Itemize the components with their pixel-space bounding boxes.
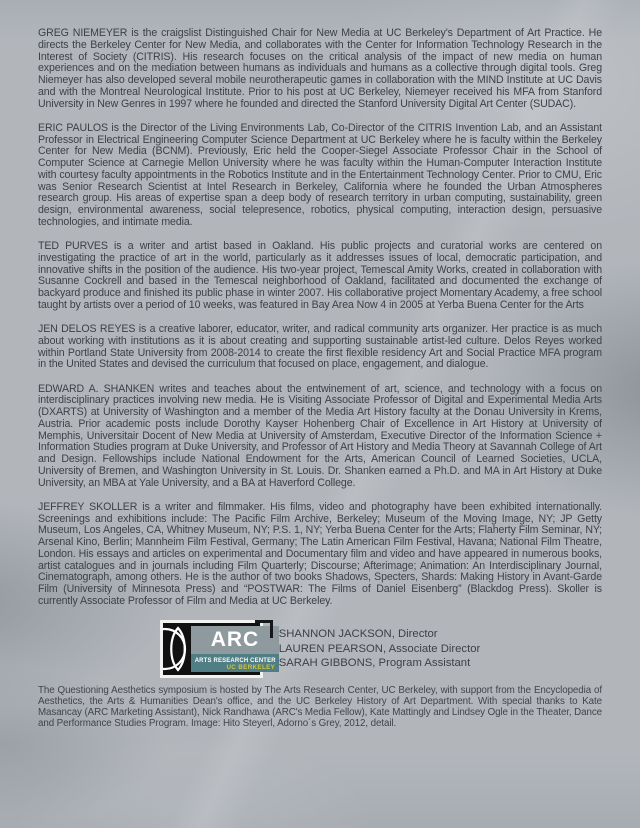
credits-row [0, 620, 640, 678]
corner-bracket-icon [255, 620, 273, 638]
bio-jen-delos-reyes: JEN DELOS REYES is a creative laborer, educator, writer, and radical community arts organizer. Her practice is as much about working with institutions as it is about creating and supporting sustainable artist-led culture. Delos Reyes worked within Portland State University from 2008-2014 to create the first flexible residency Art and Social Practice MFA program in the United States and devised the curriculum that focused on place, engagement, and dialogue. [38, 323, 602, 371]
bio-greg-niemeyer: GREG NIEMEYER is the craigslist Distinguished Chair for New Media at UC Berkeley's Department of Art Practice. He directs the Berkeley Center for New Media, and collaborates with the Center for Information Technology Research in the Interest of Society (CITRIS). His research focuses on the critical analysis of the impact of new media on human experiences and on the mediation between humans as individuals and humans as a collective through digital tools. Greg Niemeyer has also developed several mobile neurotherapeutic games in collaboration with the MIND Institute at UC Davis and with the Montreal Neurological Institute. Prior to his post at UC Berkeley, Niemeyer received his MFA from Stanford University in New Genres in 1997 where he founded and directed the Stanford University Digital Art Center (SUDAC). [38, 27, 602, 110]
footer-colophon: The Questioning Aesthetics symposium is hosted by The Arts Research Center, UC Berkeley, with support from the Encyclopedia of Aesthetics, the Arts & Humanities Dean's office, and the UC Berkeley History of Art Department. With special thanks to Kate Masancay (ARC Marketing Assistant), Nick Randhawa (ARC's Media Fellow), Kate Mattingly and Lindsey Ogle in the Theater, Dance and Performance Studies Program. Image: Hito Steyerl, Adorno´s Grey, 2012, detail. [38, 685, 602, 729]
arc-acronym: ARC [191, 626, 279, 654]
arc-band [191, 654, 279, 672]
eye-lens-icon [163, 623, 191, 675]
bio-jeffrey-skoller: JEFFREY SKOLLER is a writer and filmmaker. His films, video and photography have been exhibited internationally. Screenings and exhibitions include: The Pacific Film Archive, Berkeley; Museum of the Moving Image, NY; JP Getty Museum, Los Angeles, CA, Whitney Museum, NY; P.S. 1, NY; Yerba Buena Center for the Arts; Flaherty Film Seminar, NY; Arsenal Kino, Berlin; Mannheim Film Festival, Germany; The Latin American Film Festival, Havana; National Film Theatre, London. His essays and articles on experimental and Documentary film and video and have appeared in numerous books, artist catalogues and in journals including Film Quarterly; Discourse; Afterimage; Animation: An Interdisciplinary Journal, Cinematograph, among others. He is the author of two books Shadows, Specters, Shards: Making History in Avant-Garde Film (University of Minnesota Press) and “POSTWAR: The Films of Daniel Eisenberg” (Blackdog Press). Skoller is currently Associate Professor of Film and Media at UC Berkeley. [38, 500, 602, 607]
arc-logo [160, 620, 276, 678]
bio-eric-paulos: ERIC PAULOS is the Director of the Living Environments Lab, Co-Director of the CITRIS Invention Lab, and an Assistant Professor in Electrical Engineering Computer Science Department at UC Berkeley where he is faculty within the Berkeley Center for New Media (BCNM). Previously, Eric held the Cooper-Siegel Associate Professor Chair in the School of Computer Science at Carnegie Mellon University where he was faculty within the Human-Computer Interaction Institute with courtesy faculty appointments in the Robotics Institute and in the Entertainment Technology Center. Prior to CMU, Eric was Senior Research Scientist at Intel Research in Berkeley, California where he founded the Urban Atmospheres research group. His areas of expertise span a deep body of research territory in urban computing, sustainability, green design, environmental awareness, social telepresence, robotics, physical computing, interaction design, persuasive technologies, and intimate media. [38, 121, 602, 228]
credit-director: SHANNON JACKSON, Director [278, 628, 438, 641]
arc-uc-berkeley: UC BERKELEY [226, 663, 276, 671]
credit-associate-director: LAUREN PEARSON, Associate Director [278, 642, 481, 655]
bio-ted-purves: TED PURVES is a writer and artist based in Oakland. His public projects and curatorial works are centered on investigating the practice of art in the world, particularly as it addresses issues of local, democratic participation, and innovative shifts in the position of the audience. His two-year project, Temescal Amity Works, created in collaboration with Susanne Cockrell and based in the Temescal neighborhood of Oakland, facilitated and documented the exchange of backyard produce and finished its public phase in winter 2007. His collaborative project Momentary Academy, a free school taught by artists over a period of 10 weeks, was featured in Bay Area Now 4 in 2005 at Yerba Buena Center for the Arts [38, 240, 602, 311]
credit-program-assistant: SARAH GIBBONS, Program Assistant [278, 657, 471, 670]
staff-credits [279, 627, 481, 671]
bio-edward-shanken: EDWARD A. SHANKEN writes and teaches about the entwinement of art, science, and technology with a focus on interdisciplinary practices involving new media. He is Visiting Associate Professor of Digital and Experimental Media Arts (DXARTS) at University of Washington and a member of the Media Art History faculty at the Donau University in Krems, Austria. Prior academic posts include Dorothy Kayser Hohenberg Chair of Excellence in Art History at University of Memphis, Universitair Docent of New Media at University of Amsterdam, Executive Director of the Information Science + Information Studies program at Duke University, and Professor of Art History and Media Theory at Savannah College of Art and Design. Fellowships include National Endowment for the Arts, American Council of Learned Societies, UCLA, University of Bremen, and Washington University in St. Louis. Dr. Shanken earned a Ph.D. and MA in Art History at Duke University, an MBA at Yale University, and a BA at Haverford College. [38, 382, 602, 489]
arc-center-name: ARTS RESEARCH CENTER [194, 656, 276, 664]
